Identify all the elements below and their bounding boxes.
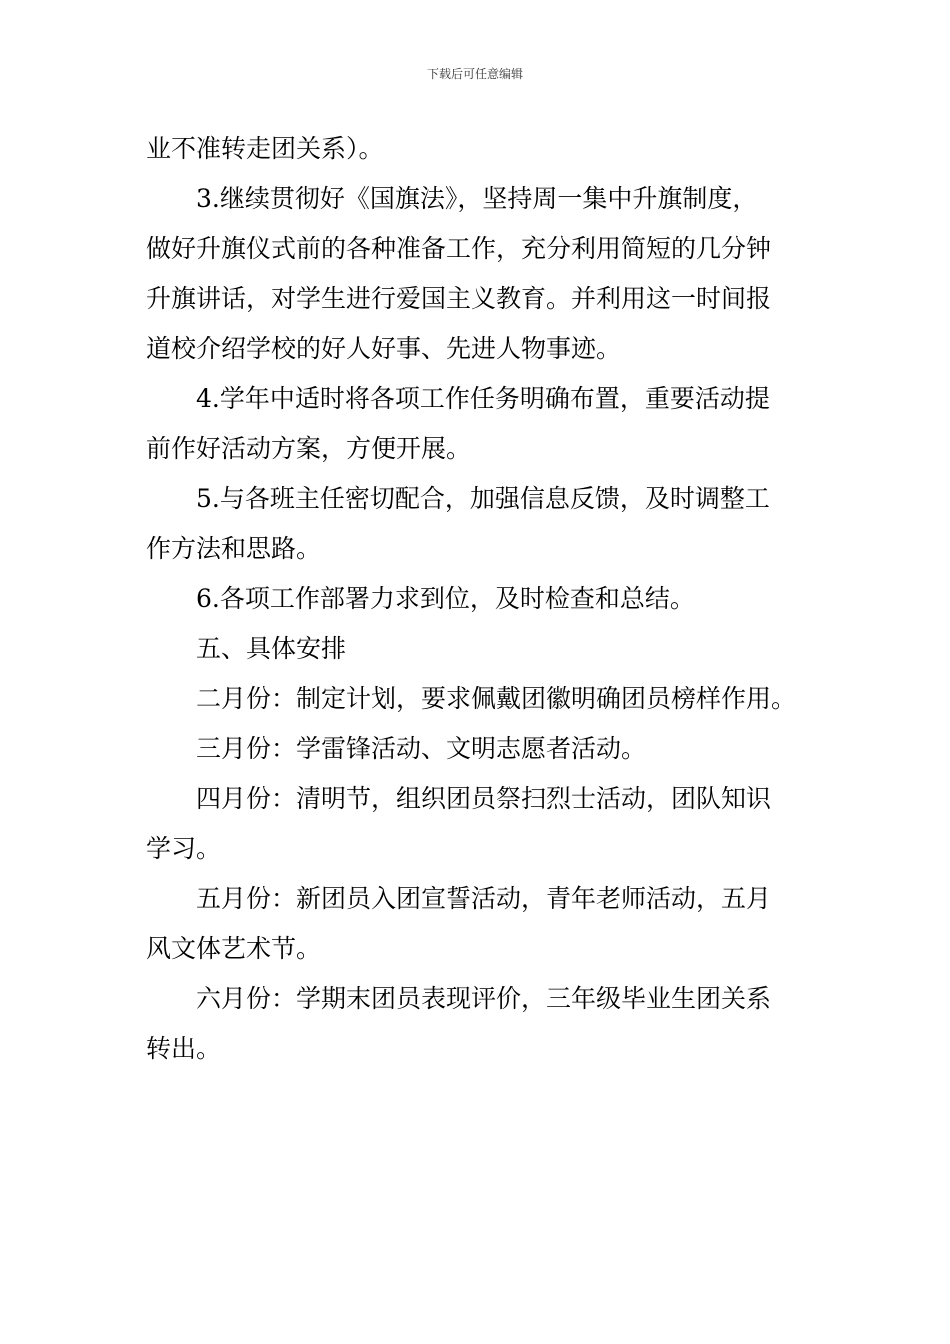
- text-line: 升旗讲话，对学生进行爱国主义教育。并利用这一时间报: [146, 284, 772, 313]
- page-header: 下载后可任意编辑: [426, 67, 523, 81]
- text-line: 学习。: [146, 834, 222, 863]
- text-line: 前作好活动方案，方便开展。: [146, 434, 472, 463]
- section-heading: 五、具体安排: [196, 634, 347, 663]
- text-line: 五月份：新团员入团宣誓活动，青年老师活动，五月: [196, 884, 772, 913]
- text-line: 5.与各班主任密切配合，加强信息反馈，及时调整工: [196, 484, 770, 513]
- text-line: 4.学年中适时将各项工作任务明确布置，重要活动提: [196, 384, 770, 413]
- text-line: 四月份：清明节，组织团员祭扫烈士活动，团队知识: [196, 784, 772, 813]
- text-line: 六月份：学期末团员表现评价，三年级毕业生团关系: [196, 984, 772, 1013]
- text-line: 做好升旗仪式前的各种准备工作，充分利用简短的几分钟: [146, 234, 772, 263]
- text-line: 3.继续贯彻好《国旗法》，坚持周一集中升旗制度，: [196, 184, 758, 213]
- text-line: 作方法和思路。: [146, 534, 322, 563]
- text-line: 道校介绍学校的好人好事、先进人物事迹。: [146, 334, 622, 363]
- document-body: [146, 124, 806, 1074]
- text-line: 二月份：制定计划，要求佩戴团徽明确团员榜样作用。: [196, 684, 797, 713]
- text-line: 三月份：学雷锋活动、文明志愿者活动。: [196, 734, 647, 763]
- text-line: 风文体艺术节。: [146, 934, 322, 963]
- text-line: 转出。: [146, 1034, 222, 1063]
- text-line: 6.各项工作部署力求到位，及时检查和总结。: [196, 584, 695, 613]
- text-line: 业不准转走团关系）。: [146, 134, 384, 163]
